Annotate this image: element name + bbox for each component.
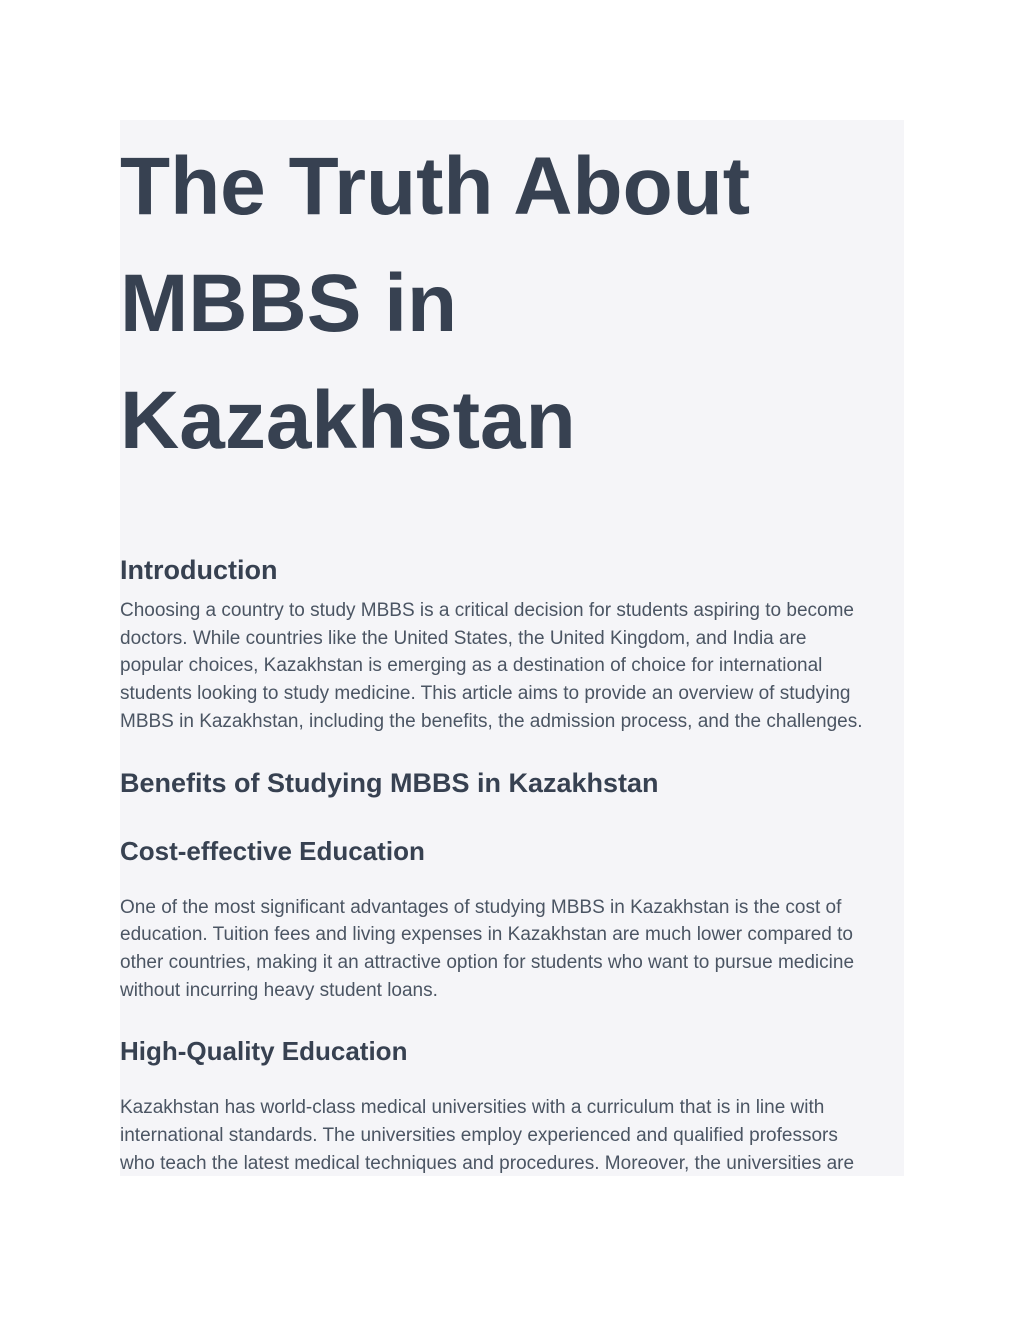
- title-line: The Truth About: [120, 141, 751, 232]
- paragraph-line: popular choices, Kazakhstan is emerging as a destination of choice for international: [120, 655, 823, 677]
- title-line: Kazakhstan: [120, 375, 576, 466]
- paragraph-line: doctors. While countries like the United States, the United Kingdom, and India are: [120, 627, 807, 649]
- cost-effective-heading: Cost-effective Education: [120, 835, 425, 866]
- introduction-heading: Introduction: [120, 555, 278, 585]
- benefits-heading: Benefits of Studying MBBS in Kazakhstan: [120, 767, 659, 798]
- paragraph-line: who teach the latest medical techniques and procedures. Moreover, the universities are: [120, 1152, 855, 1174]
- paragraph-line: Kazakhstan has world-class medical universities with a curriculum that is in line with: [120, 1097, 825, 1119]
- cost-effective-paragraph: [120, 894, 904, 1005]
- paragraph-line: students looking to study medicine. This article aims to provide an overview of studying: [120, 683, 851, 705]
- paragraph-line: other countries, making it an attractive option for students who want to pursue medicine: [120, 951, 855, 973]
- paragraph-line: international standards. The universities employ experienced and qualified professors: [120, 1125, 838, 1147]
- page-title: [120, 120, 904, 479]
- paragraph-line: education. Tuition fees and living expenses in Kazakhstan are much lower compared to: [120, 924, 853, 946]
- paragraph-line: One of the most significant advantages of studying MBBS in Kazakhstan is the cost of: [120, 896, 842, 918]
- paragraph-line: MBBS in Kazakhstan, including the benefits, the admission process, and the challenges.: [120, 710, 863, 732]
- high-quality-heading: High-Quality Education: [120, 1036, 408, 1067]
- paragraph-line: Choosing a country to study MBBS is a critical decision for students aspiring to become: [120, 600, 854, 621]
- article-content: [120, 120, 904, 1176]
- title-line: MBBS in: [120, 258, 458, 349]
- high-quality-paragraph: [120, 1094, 904, 1176]
- paragraph-line: without incurring heavy student loans.: [120, 979, 438, 1001]
- introduction-paragraph: [120, 597, 904, 736]
